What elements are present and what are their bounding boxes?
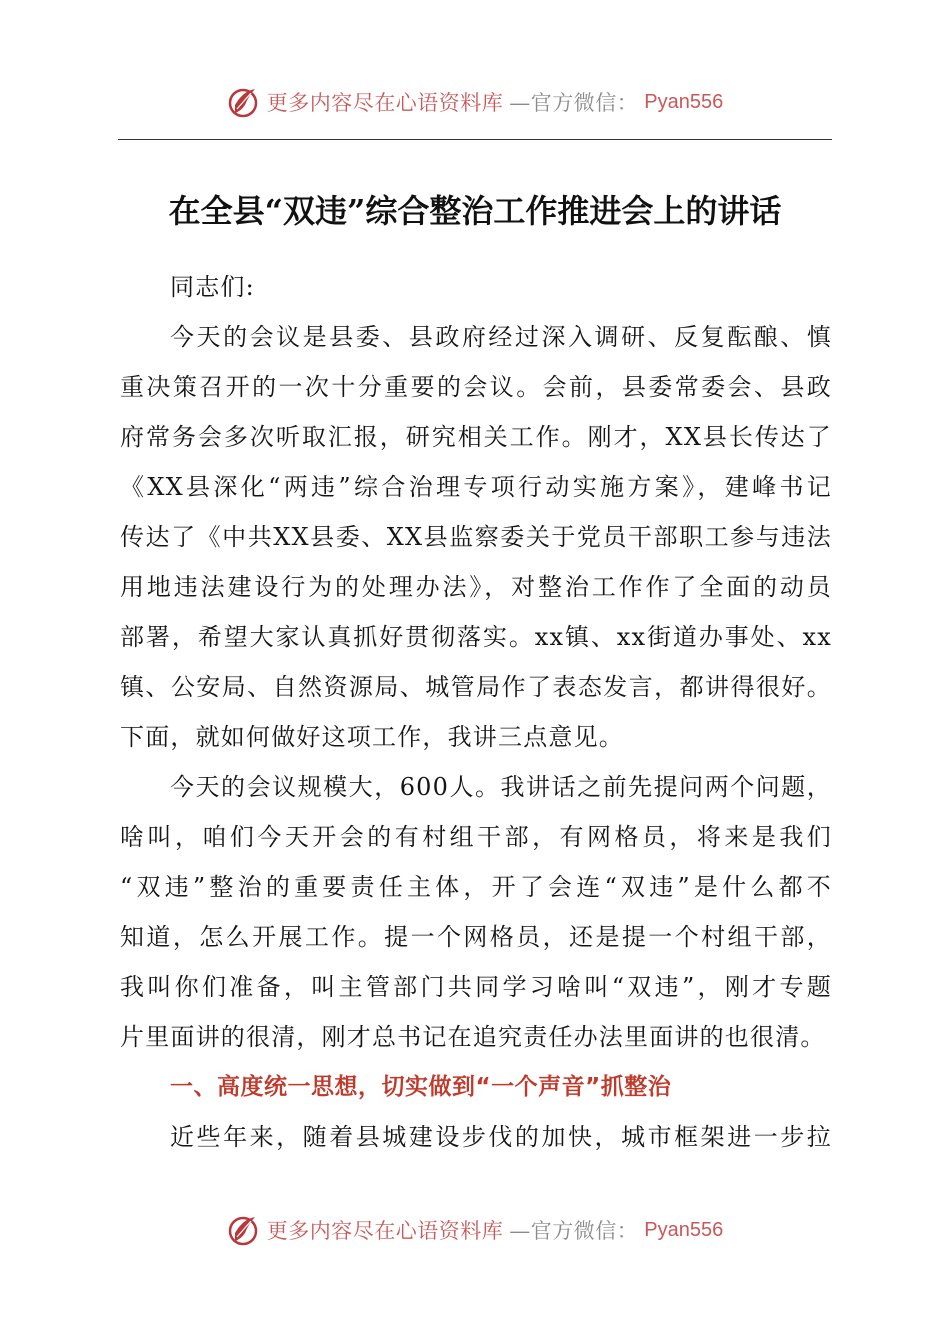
footer-banner [0,1208,950,1252]
paragraph-line: 用地违法建设行为的处理办法》，对整治工作作了全面的动员 [120,573,832,601]
paragraph-line: 啥叫，咱们今天开会的有村组干部，有网格员，将来是我们 [120,823,832,851]
library-logo-icon [227,85,261,119]
paragraph-line: 传达了《中共XX县委、XX县监察委关于党员干部职工参与违法 [120,523,832,551]
section-heading: 一、高度统一思想，切实做到“一个声音”抓整治 [170,1074,672,1100]
paragraph-line: 今天的会议规模大，600人。我讲话之前先提问两个问题， [170,773,832,801]
header-divider [118,139,832,140]
document-body [120,262,832,1162]
banner-wechat-id: Pyan556 [644,1218,724,1241]
paragraph-line: 《XX县深化“两违”综合治理专项行动实施方案》，建峰书记 [120,473,832,501]
banner-wechat-label: —官方微信： [509,91,639,115]
paragraph-line: 今天的会议是县委、县政府经过深入调研、反复酝酿、慎 [170,323,832,351]
banner-inner [227,85,723,119]
paragraph-line: 知道，怎么开展工作。提一个网格员，还是提一个村组干部， [120,923,832,951]
banner-library-name: 更多内容尽在心语资料库 [266,1219,504,1243]
salutation: 同志们: [170,273,255,301]
paragraph-line: 我叫你们准备，叫主管部门共同学习啥叫“双违”，刚才专题 [120,973,832,1001]
paragraph-line: 重决策召开的一次十分重要的会议。会前，县委常委会、县政 [120,373,832,401]
document-title: 在全县“双违”综合整治工作推进会上的讲话 [168,192,782,230]
paragraph-line: “双违”整治的重要责任主体，开了会连“双违”是什么都不 [120,873,832,901]
paragraph-line: 下面，就如何做好这项工作，我讲三点意见。 [120,723,624,751]
header-banner [0,80,950,124]
banner-wechat-id: Pyan556 [644,90,724,113]
paragraph-line: 近些年来，随着县城建设步伐的加快，城市框架进一步拉 [170,1123,832,1151]
paragraph-line: 片里面讲的很清，刚才总书记在追究责任办法里面讲的也很清。 [120,1023,826,1051]
banner-inner [227,1213,723,1247]
paragraph-line: 府常务会多次听取汇报，研究相关工作。刚才，XX县长传达了 [120,423,832,451]
paragraph-line: 镇、公安局、自然资源局、城管局作了表态发言，都讲得很好。 [120,673,832,701]
library-logo-icon [227,1213,261,1247]
paragraph-line: 部署，希望大家认真抓好贯彻落实。xx镇、xx街道办事处、xx [120,623,832,651]
banner-library-name: 更多内容尽在心语资料库 [266,91,504,115]
banner-wechat-label: —官方微信： [509,1219,639,1243]
